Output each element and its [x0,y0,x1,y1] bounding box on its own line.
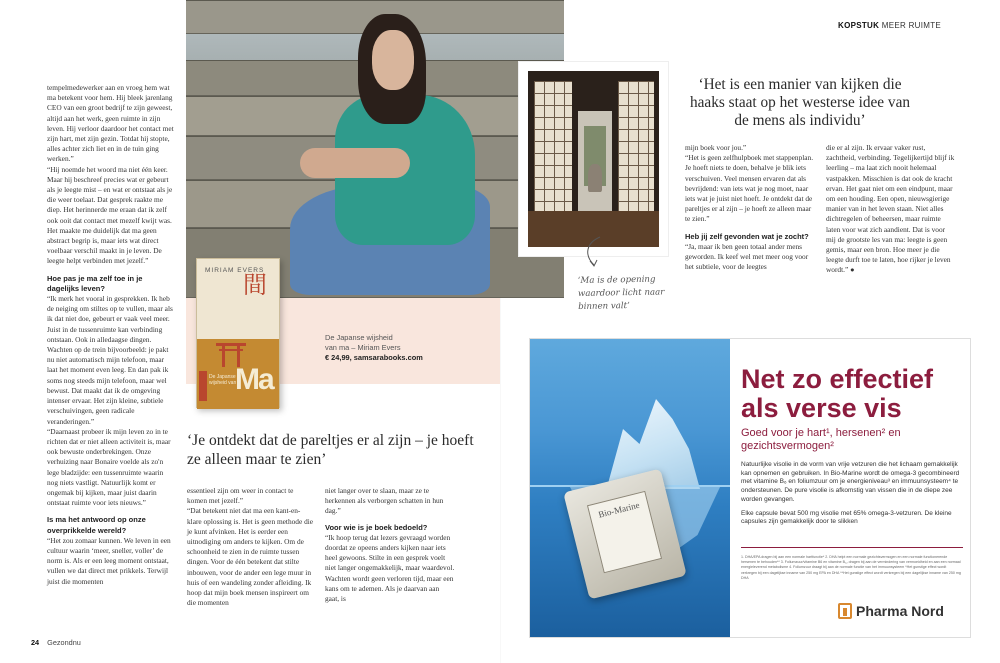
ad-headline-line: Net zo effectief [741,364,934,394]
shoji-screen [534,81,572,211]
hand-drawn-arrow-icon [580,235,610,269]
paragraph: die er al zijn. Ik ervaar vaker rust, zachtheid, verbinding. Tegelijkertijd blijf ik leerling – ma laat zich nooit helemaal vastpakken. Misschien is dat ook de kracht ervan. Het gaat niet om een eindpunt, maar om een houding. Een open, nieuwsgierige manier van in het leven staan. Niet alles dichtregelen of beheersen, maar ruimte laten voor wat zich aandient. Dat is voor mij de grootste les van ma: leegte is geen gemis, maar een bron. Hoe meer je die leegte durft toe te laten, hoe rijker je leven wordt.” ● [826,143,955,275]
ad-body [741,461,963,527]
paragraph: essentieel zijn om weer in contact te komen met jezelf.” [187,486,294,506]
paragraph: “Ik merk het vooral in gesprekken. Ik heb de neiging om stiltes op te vullen, maar als ik dat niet doe, gebeurt er vaak veel meer. Juist in de tussenruimte kan verbinding ontstaan. Ook in alledaagse dingen. Wachten op de trein bijvoorbeeld: je pakt nu niet automatisch mijn telefoon, maar laat het moment even leeg. En dan pak ik soms nog steeds mijn telefoon, maar wel bewust. Dat maakt dat ik de omgeving intenser ervaar. Het zijn kleine, subtiele verschuivingen, geen radicale veranderingen.” [47,294,173,426]
article-column-2 [187,486,315,608]
page-footer [31,638,81,647]
paragraph: “Daarnaast probeer ik mijn leven zo in te richten dat er niet alleen activiteit is, maar ook bewuste onderbrekingen. Onze verhuizing naar Bonaire voelde als zo'n lege bladzijde: een tussenruimte waarin nog niets vastligt. Natuurlijk komt er ongemak bij kijken, maar juist daarin ontstaat ruimte voor iets nieuws.” [47,426,171,508]
article-column-3 [325,486,455,604]
paragraph: “Ja, maar ik ben geen totaal ander mens geworden. Ik keef wel met meer oog voor het subtiele, voor de leegtes [685,241,809,272]
book-caption [325,333,401,352]
paragraph: “Dat betekent niet dat ma een kant-en-klare oplossing is. Het is geen methode die je kunt afvinken. Het is eerder een uitnodiging om anders te kijken. Om de schoonheid te zien in de ruimte tussen dingen. Voor de één betekent dat stilte inbouwen, voor de ander een lege muur in huis of een wandeling zonder afleiding. Ik hoop dat mijn boek mensen inspireert om die momenten [187,506,314,608]
pull-quote: ‘Je ontdekt dat de pareltjes er al zijn – je hoeft ze alleen maar te zien’ [187,432,474,468]
ad-iceberg-image [530,339,730,638]
caption-line: van ma – Miriam Evers [325,342,401,352]
paragraph: “Het is geen zelfhulpboek met stappenplan. Je hoeft niets te doen, behalve je blik iets verschuiven. Veel mensen ervaren dat als bevrijdend: van iets wat je nog moet, naar iets wat je juist niet hoeft. Je ontdekt dat de pareltjes er al zijn – je hoeft ze alleen maar te zien.” [685,153,814,224]
section-header [838,21,941,30]
paragraph: niet langer over te slaan, maar ze te herkennen als verborgen schatten in hun dag.” [325,486,444,516]
magazine-name: Gezondnu [47,638,81,647]
book-cover [196,258,280,408]
paragraph: mijn boek voor jou.” [685,143,747,152]
ad-paragraph: Elke capsule bevat 500 mg visolie met 65% omega-3-vetzuren. De kleine capsules zijn gemakkelijk door te slikken [741,509,952,526]
book-author: MIRIAM EVERS [205,267,265,274]
temple-interior [528,71,659,247]
ad-paragraph: Natuurlijke visolie in de vorm van vrije vetzuren die het lichaam gemakkelijk kan opnemen en gebruiken. In Bio-Marine wordt de omega-3 gecombineerd met vitamine B₆ en foliumzuur om je energieniveau³ en immuunsysteem⁴ te ondersteunen. De pure visolie is afkomstig van vissen die in de diepe zee worden gevangen. [741,461,960,503]
paragraph: “Ik hoop terug dat lezers gevraagd worden doordat ze opeens anders kijken naar iets heel gewoons. Stilte in een gesprek voelt niet langer ongemakkelijk, maar waardevol. Wachten wordt geen verloren tijd, maar een kans om te ademen. Als je daarvan aan gaat, is [325,532,455,604]
temple-window-photo [519,62,668,256]
article-column-1 [47,83,175,587]
woman-figure [300,148,410,178]
ad-headline [741,365,933,423]
woman-figure [372,30,414,90]
book-title: Ma [235,363,273,396]
brand-logo[interactable] [838,603,944,619]
book-subtitle: De Japanse wijsheid van [209,374,237,386]
ad-divider [741,547,963,548]
paragraph: “Hij noemde het woord ma niet één keer. Maar hij beschreef precies wat er gebeurt als je leegte mist – en wat er ontstaat als je die weer toelaat. Dat gesprek raakte me diep. Het herinnerde me eraan dat ik zelf ook ooit dat contact met mezelf kwijt was. Het maakte me duidelijk dat ma geen abstract begrip is, maar iets wat direct voelbaar verschil maakt in je leven. De leegte helpt verbinden met jezelf.” [47,164,173,266]
pull-quote: ‘Het is een manier van kijken die haaks staat op het westerse idee van de mens als individu’ [689,76,911,129]
interview-question: Voor wie is je boek bedoeld? [325,522,428,532]
paragraph: tempelmedewerker aan en vroeg hem wat ma betekent voor hem. Hij bleek jarenlang CEO van een groot bedrijf te zijn geweest, altijd aan het werk, geen ruimte in zijn leven. Hij verloor daardoor het contact met zijn hart, met zijn gezin. Totdat hij stopte, alles achter zich liet en in de tuin ging werken.” [47,83,174,164]
brand-name: Pharma Nord [856,603,944,619]
book-spine-tag [199,371,207,401]
section-label: KOPSTUK [838,21,880,30]
book-price: € 24,99, samsarabooks.com [325,353,423,362]
ad-headline-line: als verse vis [741,393,902,423]
ad-subheadline: Goed voor je hart¹, hersenen² en gezichtsvermogen² [741,427,901,452]
product-label: Bio-Marine [587,491,662,573]
section-sublabel: MEER RUIMTE [881,21,942,30]
paragraph: “Het zou zomaar kunnen. We leven in een cultuur waarin ‘meer, sneller, voller’ de norm is. Als er een leeg moment ontstaat, vullen we dat direct met prikkels. Terwijl juist die momenten [47,535,171,586]
advertisement[interactable] [529,338,971,638]
handwritten-note: ‘Ma is de opening waardoor licht naar binnen valt’ [577,274,665,312]
seated-figure [588,164,602,192]
interview-question: Heb jij zelf gevonden wat je zocht? [685,231,809,241]
book-kanji: 間 [243,271,267,299]
caption-line: De Japanse wijsheid [325,333,393,342]
shoji-screen [618,81,654,211]
article-column-4 [685,143,815,272]
article-column-5 [826,143,956,276]
interview-question: Is ma het antwoord op onze overprikkelde wereld? [47,515,146,535]
pharma-nord-logo-icon [838,603,852,619]
ad-footnotes: 1. DHA/EPA dragen bij aan een normale hartfunctie* 2. DHA helpt een normale gezichtsvermogen en een normale functionerende hersenen te behouden** 3. Foliumzuur/vitamine B6 en vitamine B₁₂ dragen bij aan de vermindering van vermoeidheid en aan een normaal energieleverend metabolisme 4. Foliumzuur draagt bij aan de normale functie van het immuunsysteem *Het gunstige effect wordt verkregen bij een dagelijkse inname van 250 mg EPA en DHA **Het gunstige effect wordt verkregen bij een dagelijkse inname van 250 mg DHA [741,555,961,580]
interview-question: Hoe pas je ma zelf toe in je dagelijks leven? [47,273,143,293]
page-number: 24 [31,638,40,647]
